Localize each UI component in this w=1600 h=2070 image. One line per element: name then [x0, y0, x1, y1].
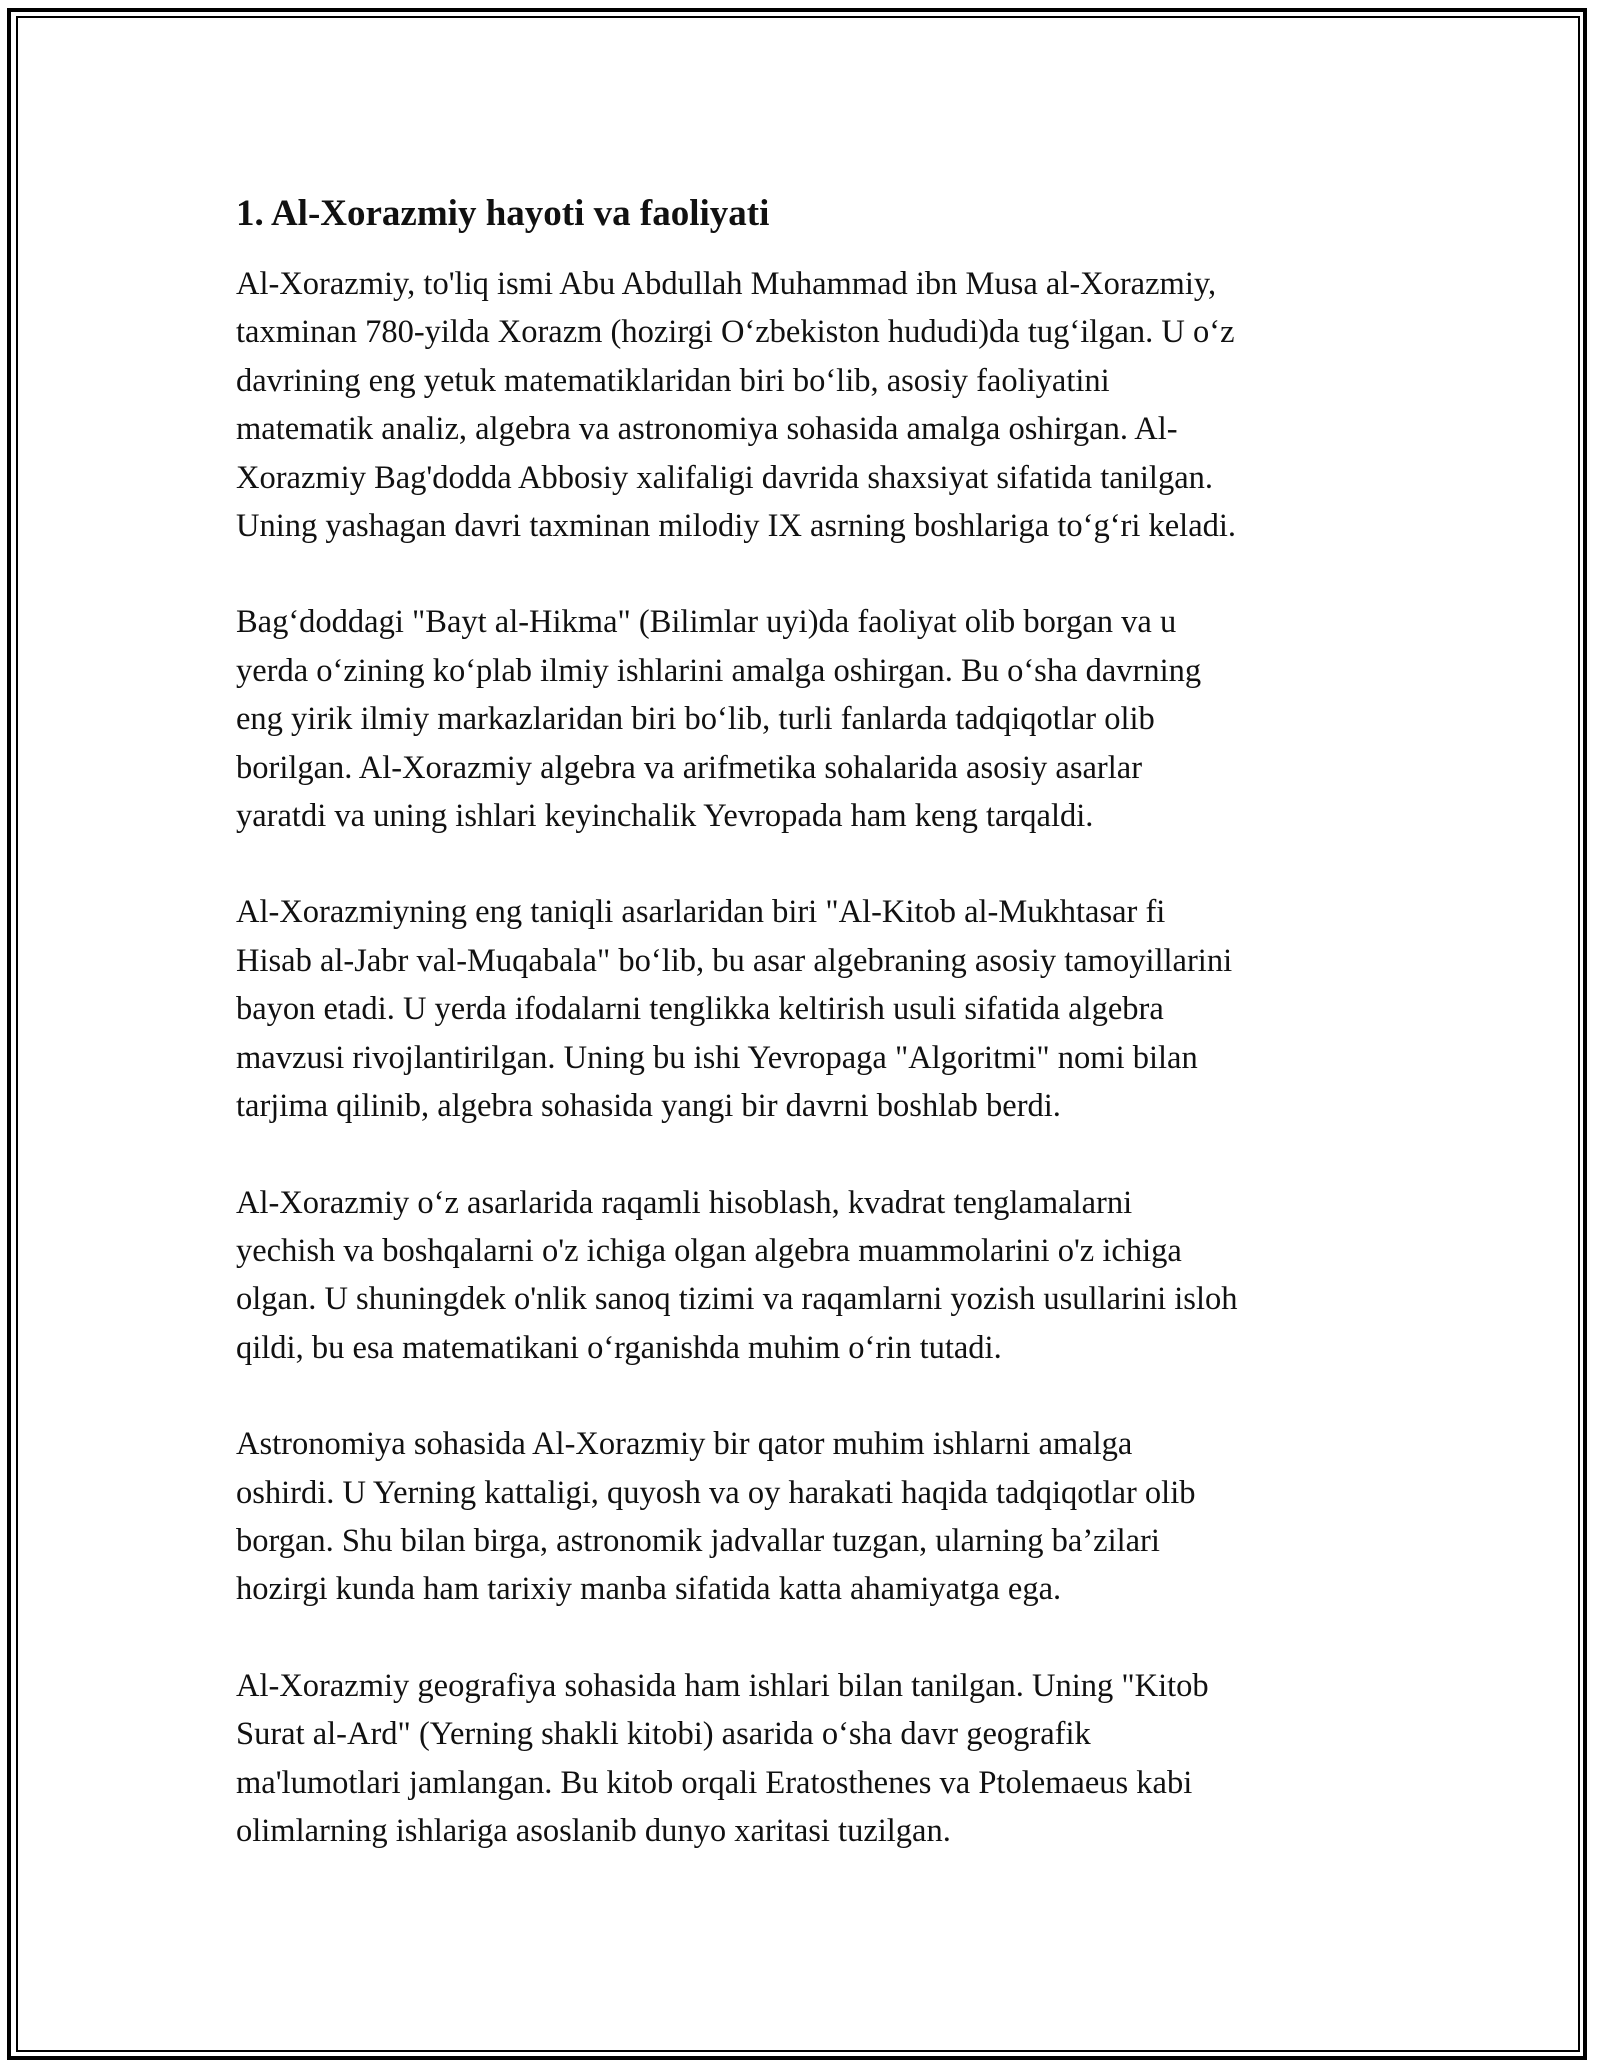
text-line: mavzusi rivojlantirilgan. Uning bu ishi Yevropaga "Algoritmi" nomi bilan: [236, 1039, 1198, 1076]
text-line: borgan. Shu bilan birga, astronomik jadvallar tuzgan, ularning ba’zilari: [236, 1522, 1160, 1559]
text-line: davrining eng yetuk matematiklaridan biri bo‘lib, asosiy faoliyatini: [236, 362, 1110, 399]
text-line: Hisab al-Jabr val-Muqabala" bo‘lib, bu asar algebraning asosiy tamoyillarini: [236, 942, 1233, 979]
text-line: Uning yashagan davri taxminan milodiy IX asrning boshlariga to‘g‘ri keladi.: [236, 508, 1237, 545]
text-line: taxminan 780-yilda Xorazm (hozirgi O‘zbekiston hududi)da tug‘ilgan. U o‘z: [236, 314, 1235, 351]
text-line: yerda o‘zining ko‘plab ilmiy ishlarini amalga oshirgan. Bu o‘sha davrning: [236, 652, 1202, 689]
paragraph-algebra-book: [236, 888, 1376, 1130]
paragraph-mathematics: [236, 1179, 1376, 1373]
text-line: borilgan. Al-Xorazmiy algebra va arifmetika sohalarida asosiy asarlar: [236, 749, 1143, 786]
text-line: Bag‘doddagi "Bayt al-Hikma" (Bilimlar uyi)da faoliyat olib borgan va u: [236, 604, 1177, 641]
text-line: Astronomiya sohasida Al-Xorazmiy bir qator muhim ishlarni amalga: [236, 1426, 1133, 1463]
text-line: olimlarning ishlariga asoslanib dunyo xaritasi tuzilgan.: [236, 1812, 951, 1849]
paragraph-astronomy: [236, 1420, 1376, 1614]
paragraph-bayt-al-hikma: [236, 598, 1376, 840]
text-line: Xorazmiy Bag'dodda Abbosiy xalifaligi davrida shaxsiyat sifatida tanilgan.: [236, 459, 1214, 496]
text-line: qildi, bu esa matematikani o‘rganishda muhim o‘rin tutadi.: [236, 1329, 1002, 1366]
paragraph-biography: [236, 260, 1376, 550]
document-body: [236, 188, 1376, 1903]
paragraph-geography: [236, 1662, 1376, 1856]
text-line: yaratdi va uning ishlari keyinchalik Yevropada ham keng tarqaldi.: [236, 798, 1094, 835]
text-line: matematik analiz, algebra va astronomiya sohasida amalga oshirgan. Al-: [236, 411, 1178, 448]
text-line: hozirgi kunda ham tarixiy manba sifatida katta ahamiyatga ega.: [236, 1571, 1062, 1608]
text-line: Surat al-Ard" (Yerning shakli kitobi) asarida o‘sha davr geografik: [236, 1716, 1091, 1753]
text-line: Al-Xorazmiyning eng taniqli asarlaridan biri "Al-Kitob al-Mukhtasar fi: [236, 894, 1166, 931]
text-line: Al-Xorazmiy geografiya sohasida ham ishlari bilan tanilgan. Uning "Kitob: [236, 1667, 1209, 1704]
text-line: Al-Xorazmiy o‘z asarlarida raqamli hisoblash, kvadrat tenglamalarni: [236, 1184, 1133, 1221]
text-line: yechish va boshqalarni o'z ichiga olgan algebra muammolarini o'z ichiga: [236, 1232, 1182, 1269]
text-line: olgan. U shuningdek o'nlik sanoq tizimi va raqamlarni yozish usullarini isloh: [236, 1281, 1238, 1318]
text-line: oshirdi. U Yerning kattaligi, quyosh va oy harakati haqida tadqiqotlar olib: [236, 1474, 1196, 1511]
text-line: Al-Xorazmiy, to'liq ismi Abu Abdullah Muhammad ibn Musa al-Xorazmiy,: [236, 266, 1217, 302]
text-line: ma'lumotlari jamlangan. Bu kitob orqali Eratosthenes va Ptolemaeus kabi: [236, 1764, 1193, 1801]
text-line: eng yirik ilmiy markazlaridan biri bo‘lib, turli fanlarda tadqiqotlar olib: [236, 701, 1155, 738]
text-line: tarjima qilinib, algebra sohasida yangi bir davrni boshlab berdi.: [236, 1088, 1061, 1125]
text-line: bayon etadi. U yerda ifodalarni tenglikka keltirish usuli sifatida algebra: [236, 991, 1164, 1028]
section-heading: 1. Al-Xorazmiy hayoti va faoliyati: [236, 193, 770, 234]
